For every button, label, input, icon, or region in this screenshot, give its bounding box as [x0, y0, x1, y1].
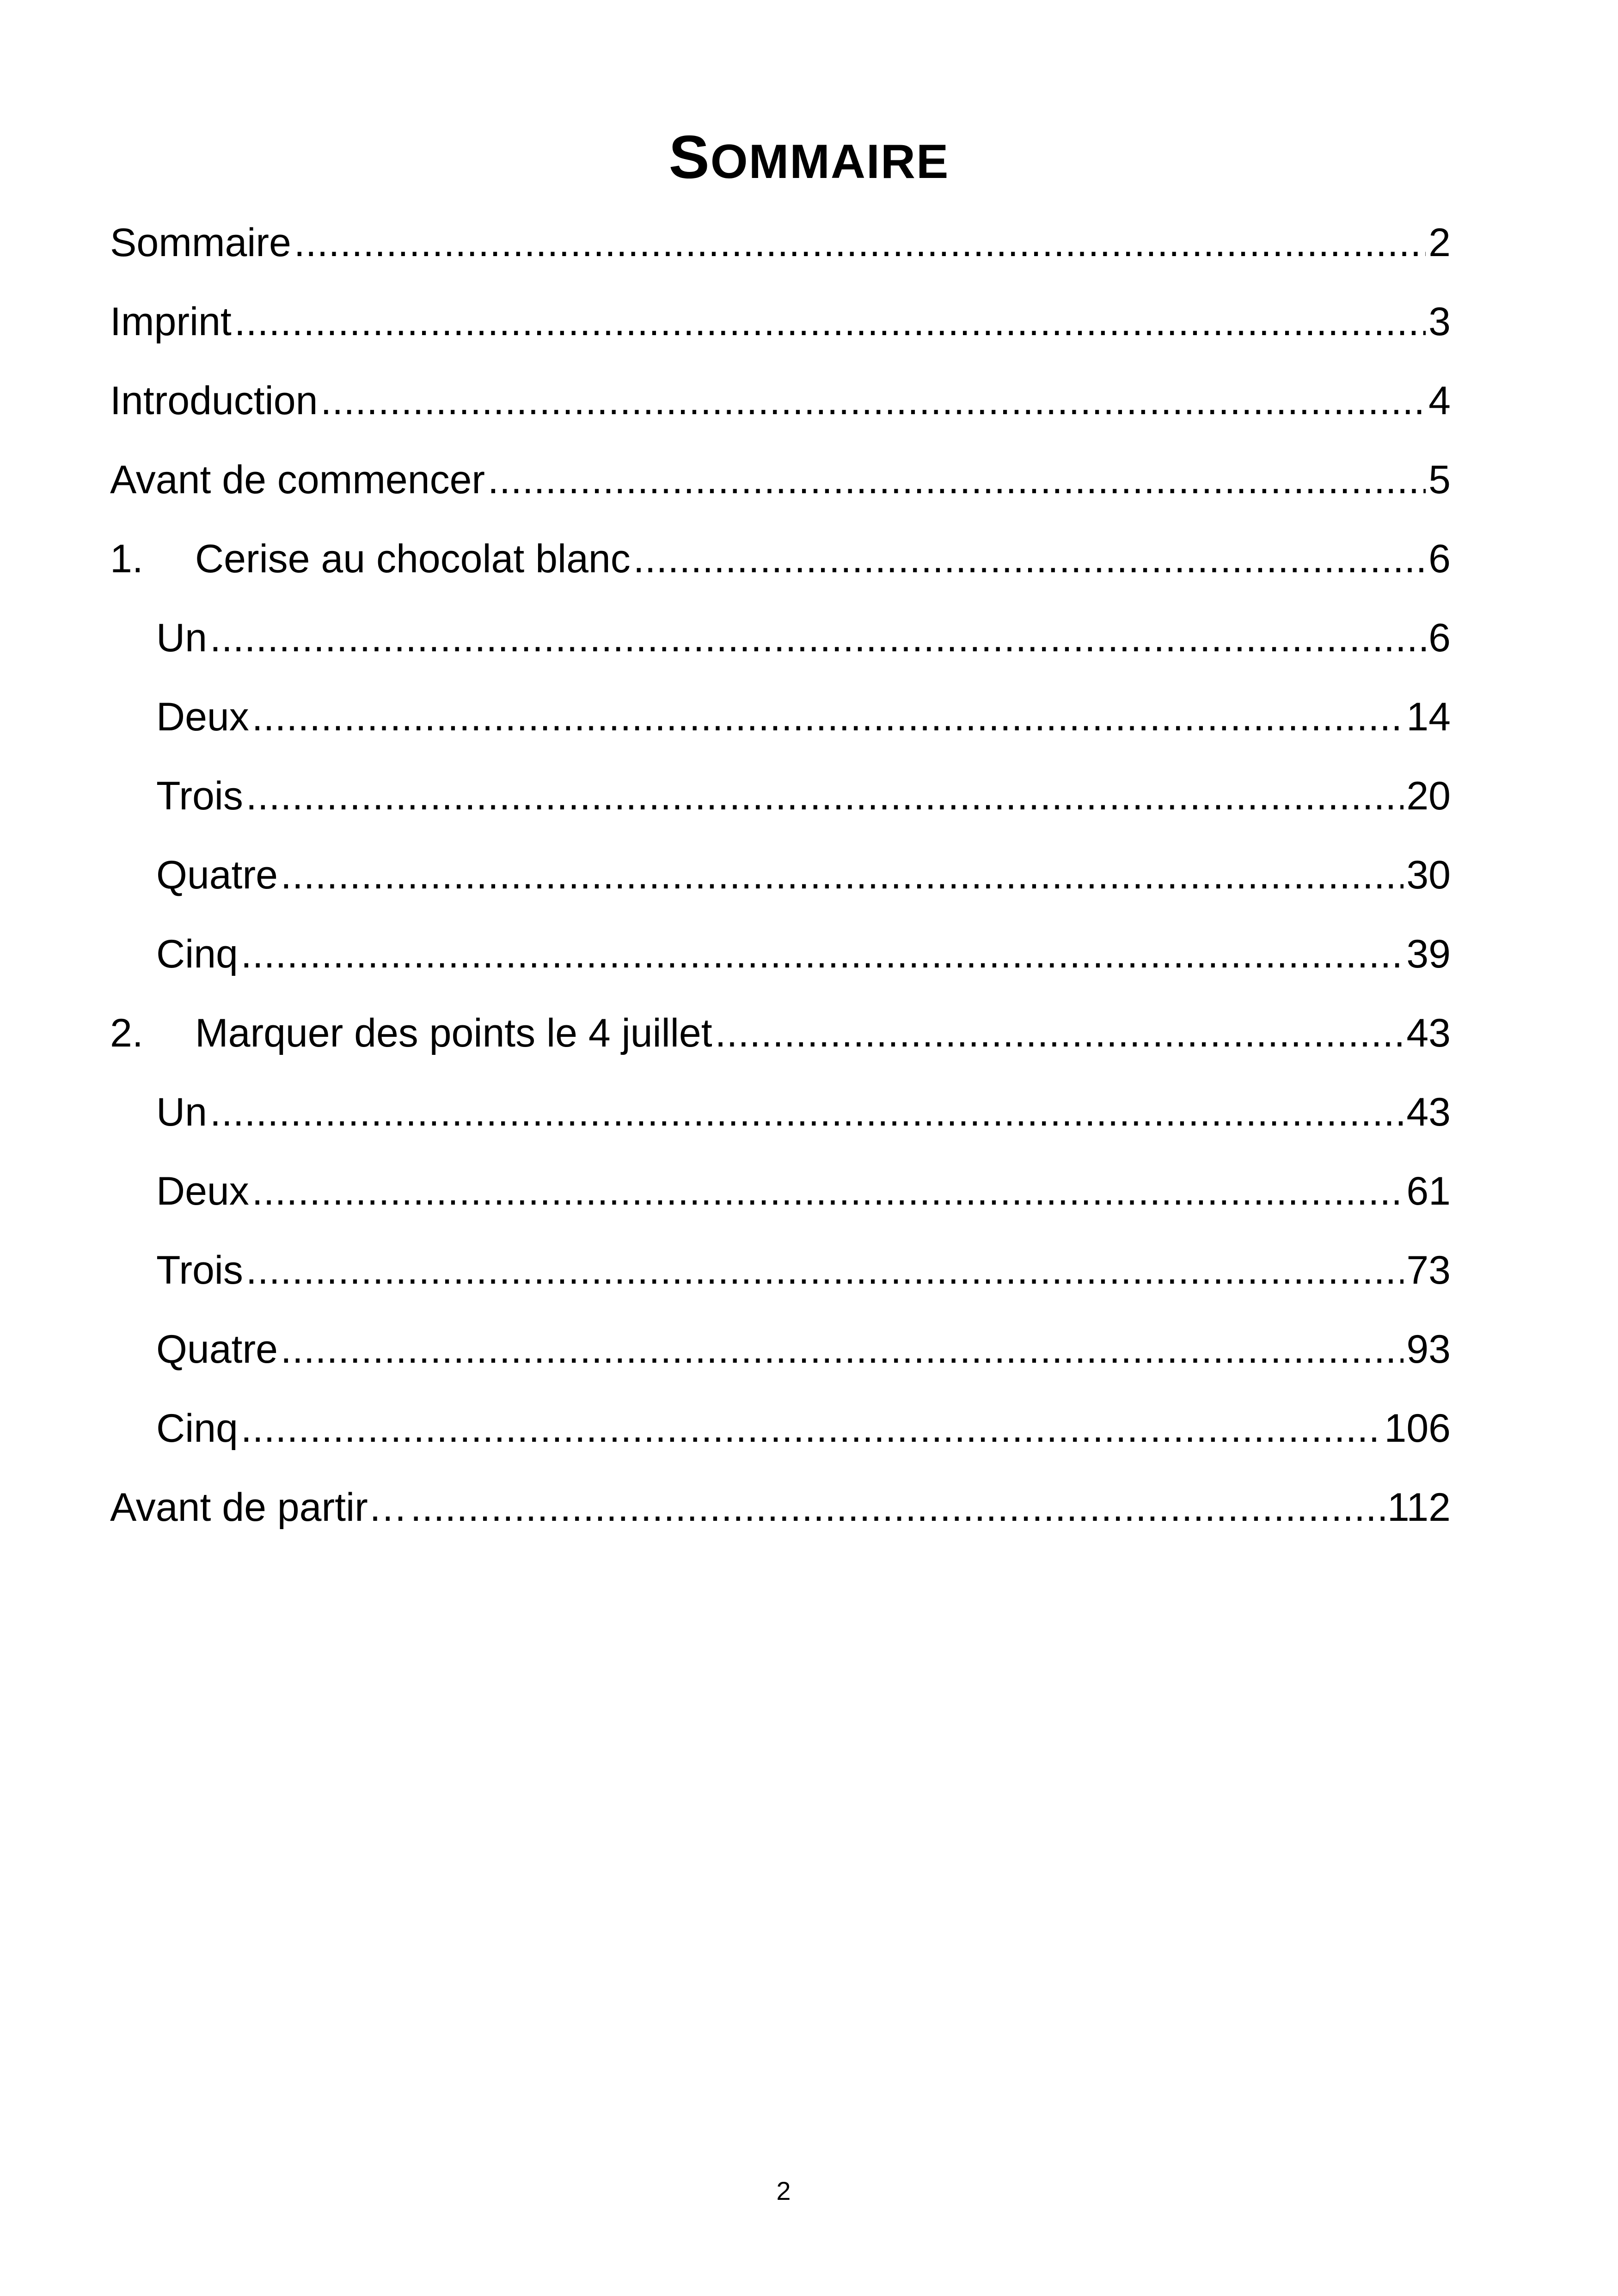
- toc-entry-avant-de-partir[interactable]: [110, 1468, 1451, 1547]
- toc-entry-imprint[interactable]: [110, 282, 1451, 361]
- toc-entry-page: 73: [1406, 1248, 1451, 1292]
- toc-entry-page: 5: [1428, 458, 1451, 502]
- toc-entry-label: Avant de partir…: [110, 1485, 408, 1530]
- toc-leader-dots: [294, 203, 1426, 282]
- toc-entry-label: Deux: [156, 695, 249, 739]
- toc-leader-dots: [246, 1231, 1403, 1310]
- toc-entry-page: 4: [1428, 379, 1451, 423]
- toc-leader-dots: [241, 915, 1403, 994]
- toc-entry-page: 14: [1406, 695, 1451, 739]
- toc-leader-dots: [715, 994, 1404, 1073]
- toc-leader-dots: [411, 1468, 1385, 1547]
- toc-subentry-2-cinq[interactable]: [110, 1389, 1451, 1468]
- toc-entry-introduction[interactable]: [110, 361, 1451, 441]
- toc-entry-label: Deux: [156, 1169, 249, 1213]
- toc-entry-page: 3: [1428, 300, 1451, 344]
- toc-entry-label: Quatre: [156, 853, 278, 897]
- toc-entry-avant-de-commencer[interactable]: [110, 441, 1451, 520]
- toc-subentry-1-trois[interactable]: [110, 757, 1451, 836]
- toc-entry-label: Introduction: [110, 379, 318, 423]
- toc-entry-label: Un: [156, 616, 207, 660]
- toc-subentry-1-un[interactable]: [110, 599, 1451, 678]
- toc-entry-page: 106: [1384, 1406, 1451, 1451]
- toc-entry-page: 20: [1406, 774, 1451, 818]
- toc-entry-label: Marquer des points le 4 juillet: [195, 1011, 712, 1055]
- toc-entry-label: Quatre: [156, 1327, 278, 1371]
- toc-entry-page: 6: [1428, 537, 1451, 581]
- toc-leader-dots: [281, 836, 1403, 915]
- toc-leader-dots: [234, 282, 1426, 361]
- toc-subentry-2-quatre[interactable]: [110, 1310, 1451, 1389]
- toc-entry-page: 112: [1387, 1485, 1451, 1530]
- toc-subentry-2-un[interactable]: [110, 1073, 1451, 1152]
- toc-subentry-2-trois[interactable]: [110, 1231, 1451, 1310]
- toc-subentry-1-quatre[interactable]: [110, 836, 1451, 915]
- toc-subentry-2-deux[interactable]: [110, 1152, 1451, 1231]
- table-of-contents: [110, 203, 1451, 1547]
- page-title-first-letter: S: [668, 123, 711, 191]
- toc-chapter-number: 1.: [110, 537, 143, 581]
- toc-leader-dots: [246, 757, 1403, 836]
- toc-leader-dots: [252, 1152, 1404, 1231]
- toc-entry-label: Cinq: [156, 932, 238, 976]
- toc-leader-dots: [210, 599, 1426, 678]
- toc-leader-dots: [210, 1073, 1403, 1152]
- toc-entry-label: Trois: [156, 1248, 243, 1292]
- toc-entry-page: 43: [1406, 1011, 1451, 1055]
- toc-leader-dots: [252, 678, 1404, 757]
- toc-entry-page: 93: [1406, 1327, 1451, 1371]
- toc-leader-dots: [320, 361, 1426, 441]
- toc-leader-dots: [488, 441, 1426, 520]
- toc-entry-label: Trois: [156, 774, 243, 818]
- toc-entry-label: Sommaire: [110, 220, 291, 265]
- toc-entry-sommaire[interactable]: [110, 203, 1451, 282]
- toc-subentry-1-cinq[interactable]: [110, 915, 1451, 994]
- toc-leader-dots: [281, 1310, 1403, 1389]
- toc-entry-label: Imprint: [110, 300, 232, 344]
- toc-chapter-number: 2.: [110, 1011, 143, 1055]
- toc-leader-dots: [633, 520, 1426, 599]
- toc-chapter-2[interactable]: [110, 994, 1451, 1073]
- toc-entry-label: Un: [156, 1090, 207, 1134]
- toc-entry-page: 43: [1406, 1090, 1451, 1134]
- page-title: [0, 116, 1618, 203]
- toc-chapter-1[interactable]: [110, 520, 1451, 599]
- toc-entry-page: 30: [1406, 853, 1451, 897]
- page-title-rest: OMMAIRE: [710, 135, 950, 189]
- toc-entry-page: 2: [1428, 220, 1451, 265]
- toc-entry-label: Avant de commencer: [110, 458, 485, 502]
- toc-entry-page: 39: [1406, 932, 1451, 976]
- toc-entry-page: 6: [1428, 616, 1451, 660]
- toc-entry-page: 61: [1406, 1169, 1451, 1213]
- toc-entry-label: Cerise au chocolat blanc: [195, 537, 631, 581]
- toc-subentry-1-deux[interactable]: [110, 678, 1451, 757]
- page-number: 2: [776, 2176, 791, 2205]
- toc-leader-dots: [241, 1389, 1382, 1468]
- toc-entry-label: Cinq: [156, 1406, 238, 1451]
